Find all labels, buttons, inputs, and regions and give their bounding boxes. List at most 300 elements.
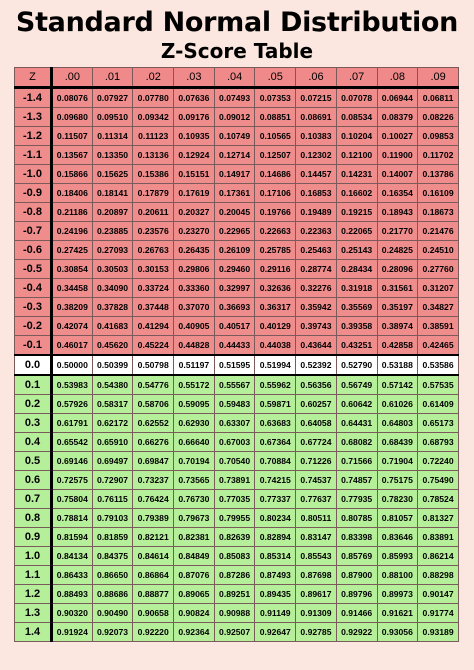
table-row [15,604,459,623]
probability-cell: 0.12100 [336,146,377,165]
probability-cell: 0.18943 [377,203,418,222]
probability-cell: 0.28096 [377,260,418,279]
probability-cell: 0.88298 [418,566,459,585]
probability-cell: 0.69146 [52,452,93,471]
probability-cell: 0.92507 [214,623,255,642]
probability-cell: 0.18141 [92,184,133,203]
probability-cell: 0.09680 [52,108,93,127]
probability-cell: 0.88493 [52,585,93,604]
probability-cell: 0.92073 [92,623,133,642]
probability-cell: 0.76730 [174,490,215,509]
probability-cell: 0.14007 [377,165,418,184]
probability-cell: 0.17106 [255,184,296,203]
z-value-cell: -0.9 [15,184,52,203]
probability-cell: 0.79389 [133,509,174,528]
z-value-cell: 0.4 [15,433,52,452]
probability-cell: 0.41683 [92,317,133,336]
probability-cell: 0.15151 [174,165,215,184]
probability-cell: 0.44433 [214,336,255,356]
probability-cell: 0.53586 [418,355,459,375]
probability-cell: 0.10935 [174,127,215,146]
probability-cell: 0.93056 [377,623,418,642]
probability-cell: 0.22663 [255,222,296,241]
probability-cell: 0.64803 [377,414,418,433]
probability-cell: 0.44038 [255,336,296,356]
z-value-cell: 0.2 [15,395,52,414]
probability-cell: 0.91924 [52,623,93,642]
column-header: .04 [214,68,255,88]
z-score-table [14,67,459,642]
probability-cell: 0.77337 [255,490,296,509]
probability-cell: 0.89796 [336,585,377,604]
column-header: .08 [377,68,418,88]
probability-cell: 0.08851 [255,108,296,127]
probability-cell: 0.58317 [92,395,133,414]
z-value-cell: -1.2 [15,127,52,146]
probability-cell: 0.64431 [336,414,377,433]
probability-cell: 0.65173 [418,414,459,433]
probability-cell: 0.61409 [418,395,459,414]
table-row [15,585,459,604]
probability-cell: 0.86433 [52,566,93,585]
column-header: .03 [174,68,215,88]
probability-cell: 0.77035 [214,490,255,509]
probability-cell: 0.12302 [296,146,337,165]
probability-cell: 0.40129 [255,317,296,336]
table-row [15,336,459,356]
probability-cell: 0.26763 [133,241,174,260]
probability-cell: 0.61026 [377,395,418,414]
probability-cell: 0.51595 [214,355,255,375]
probability-cell: 0.67364 [255,433,296,452]
probability-cell: 0.20897 [92,203,133,222]
probability-cell: 0.10204 [336,127,377,146]
probability-cell: 0.85083 [214,547,255,566]
probability-cell: 0.11900 [377,146,418,165]
probability-cell: 0.70884 [255,452,296,471]
probability-cell: 0.92922 [336,623,377,642]
z-value-cell: 1.3 [15,604,52,623]
z-value-cell: -1.4 [15,88,52,108]
probability-cell: 0.10027 [377,127,418,146]
table-row [15,471,459,490]
probability-cell: 0.54776 [133,375,174,395]
probability-cell: 0.51197 [174,355,215,375]
probability-cell: 0.63307 [214,414,255,433]
z-value-cell: -0.8 [15,203,52,222]
probability-cell: 0.81594 [52,528,93,547]
table-row [15,279,459,298]
probability-cell: 0.63683 [255,414,296,433]
probability-cell: 0.24510 [418,241,459,260]
table-row [15,547,459,566]
probability-cell: 0.62172 [92,414,133,433]
probability-cell: 0.21476 [418,222,459,241]
probability-cell: 0.07636 [174,88,215,108]
probability-cell: 0.86214 [418,547,459,566]
probability-cell: 0.55962 [255,375,296,395]
probability-cell: 0.91309 [296,604,337,623]
probability-cell: 0.82381 [174,528,215,547]
probability-cell: 0.85314 [255,547,296,566]
probability-cell: 0.25785 [255,241,296,260]
probability-cell: 0.31918 [336,279,377,298]
probability-cell: 0.83891 [418,528,459,547]
table-row [15,146,459,165]
probability-cell: 0.30153 [133,260,174,279]
probability-cell: 0.18673 [418,203,459,222]
probability-cell: 0.51994 [255,355,296,375]
probability-cell: 0.16602 [336,184,377,203]
table-body [15,88,459,642]
probability-cell: 0.15625 [92,165,133,184]
probability-cell: 0.31561 [377,279,418,298]
probability-cell: 0.90490 [92,604,133,623]
probability-cell: 0.91774 [418,604,459,623]
probability-cell: 0.71226 [296,452,337,471]
probability-cell: 0.89435 [255,585,296,604]
probability-cell: 0.20045 [214,203,255,222]
probability-cell: 0.80511 [296,509,337,528]
probability-cell: 0.29806 [174,260,215,279]
z-value-cell: -0.7 [15,222,52,241]
probability-cell: 0.19766 [255,203,296,222]
probability-cell: 0.67724 [296,433,337,452]
probability-cell: 0.07780 [133,88,174,108]
probability-cell: 0.45620 [92,336,133,356]
probability-cell: 0.79955 [214,509,255,528]
probability-cell: 0.23576 [133,222,174,241]
probability-cell: 0.50000 [52,355,93,375]
probability-cell: 0.07078 [336,88,377,108]
probability-cell: 0.22965 [214,222,255,241]
page-title: Standard Normal Distribution [15,7,459,38]
probability-cell: 0.73891 [214,471,255,490]
probability-cell: 0.31207 [418,279,459,298]
probability-cell: 0.10383 [296,127,337,146]
probability-cell: 0.38209 [52,298,93,317]
probability-cell: 0.72240 [418,452,459,471]
probability-cell: 0.78230 [377,490,418,509]
probability-cell: 0.60642 [336,395,377,414]
probability-cell: 0.59483 [214,395,255,414]
probability-cell: 0.86864 [133,566,174,585]
probability-cell: 0.75490 [418,471,459,490]
probability-cell: 0.90988 [214,604,255,623]
probability-cell: 0.08534 [336,108,377,127]
probability-cell: 0.84375 [92,547,133,566]
z-value-cell: 1.4 [15,623,52,642]
probability-cell: 0.78524 [418,490,459,509]
probability-cell: 0.71904 [377,452,418,471]
probability-cell: 0.27760 [418,260,459,279]
probability-cell: 0.29460 [214,260,255,279]
probability-cell: 0.33360 [174,279,215,298]
probability-cell: 0.50399 [92,355,133,375]
probability-cell: 0.57142 [377,375,418,395]
probability-cell: 0.90320 [52,604,93,623]
table-row [15,241,459,260]
probability-cell: 0.06944 [377,88,418,108]
probability-cell: 0.92220 [133,623,174,642]
probability-cell: 0.42074 [52,317,93,336]
probability-cell: 0.60257 [296,395,337,414]
table-row [15,414,459,433]
probability-cell: 0.27425 [52,241,93,260]
probability-cell: 0.57926 [52,395,93,414]
probability-cell: 0.89251 [214,585,255,604]
probability-cell: 0.62930 [174,414,215,433]
probability-cell: 0.13350 [92,146,133,165]
table-row [15,566,459,585]
probability-cell: 0.71566 [336,452,377,471]
probability-cell: 0.58706 [133,395,174,414]
probability-cell: 0.62552 [133,414,174,433]
probability-cell: 0.35942 [296,298,337,317]
probability-cell: 0.83398 [336,528,377,547]
probability-cell: 0.88686 [92,585,133,604]
probability-cell: 0.24825 [377,241,418,260]
probability-cell: 0.68793 [418,433,459,452]
probability-cell: 0.18406 [52,184,93,203]
probability-cell: 0.16354 [377,184,418,203]
table-row [15,88,459,108]
probability-cell: 0.56356 [296,375,337,395]
probability-cell: 0.25143 [336,241,377,260]
table-row [15,452,459,471]
z-value-cell: 0.5 [15,452,52,471]
probability-cell: 0.08076 [52,88,93,108]
probability-cell: 0.70194 [174,452,215,471]
probability-cell: 0.17619 [174,184,215,203]
probability-cell: 0.69497 [92,452,133,471]
probability-cell: 0.09853 [418,127,459,146]
table-header-row [15,68,459,88]
column-header: .01 [92,68,133,88]
probability-cell: 0.55567 [214,375,255,395]
z-value-cell: -0.3 [15,298,52,317]
probability-cell: 0.69847 [133,452,174,471]
probability-cell: 0.15386 [133,165,174,184]
probability-cell: 0.11702 [418,146,459,165]
probability-cell: 0.82121 [133,528,174,547]
probability-cell: 0.55172 [174,375,215,395]
probability-cell: 0.13567 [52,146,93,165]
probability-cell: 0.07353 [255,88,296,108]
z-value-cell: 1.2 [15,585,52,604]
probability-cell: 0.35569 [336,298,377,317]
probability-cell: 0.14917 [214,165,255,184]
probability-cell: 0.92647 [255,623,296,642]
probability-cell: 0.09510 [92,108,133,127]
probability-cell: 0.81057 [377,509,418,528]
probability-cell: 0.72907 [92,471,133,490]
probability-cell: 0.08379 [377,108,418,127]
column-header: .09 [418,68,459,88]
probability-cell: 0.08691 [296,108,337,127]
probability-cell: 0.76424 [133,490,174,509]
probability-cell: 0.70540 [214,452,255,471]
probability-cell: 0.36693 [214,298,255,317]
probability-cell: 0.25463 [296,241,337,260]
probability-cell: 0.20327 [174,203,215,222]
probability-cell: 0.38591 [418,317,459,336]
probability-cell: 0.11507 [52,127,93,146]
probability-cell: 0.16109 [418,184,459,203]
probability-cell: 0.19215 [336,203,377,222]
probability-cell: 0.10749 [214,127,255,146]
probability-cell: 0.34827 [418,298,459,317]
probability-cell: 0.75175 [377,471,418,490]
table-row [15,395,459,414]
column-header: .07 [336,68,377,88]
column-header: .05 [255,68,296,88]
probability-cell: 0.45224 [133,336,174,356]
column-header: .02 [133,68,174,88]
probability-cell: 0.74857 [336,471,377,490]
probability-cell: 0.84849 [174,547,215,566]
probability-cell: 0.82639 [214,528,255,547]
table-row [15,203,459,222]
z-value-cell: 0.1 [15,375,52,395]
probability-cell: 0.23885 [92,222,133,241]
z-value-cell: -0.4 [15,279,52,298]
probability-cell: 0.91149 [255,604,296,623]
probability-cell: 0.81327 [418,509,459,528]
probability-cell: 0.14686 [255,165,296,184]
probability-cell: 0.52392 [296,355,337,375]
probability-cell: 0.22363 [296,222,337,241]
probability-cell: 0.06811 [418,88,459,108]
probability-cell: 0.10565 [255,127,296,146]
probability-cell: 0.39743 [296,317,337,336]
table-row [15,184,459,203]
table-row [15,433,459,452]
column-header: .06 [296,68,337,88]
table-row [15,260,459,279]
probability-cell: 0.88877 [133,585,174,604]
z-value-cell: 0.6 [15,471,52,490]
probability-cell: 0.34458 [52,279,93,298]
probability-cell: 0.17361 [214,184,255,203]
probability-cell: 0.66276 [133,433,174,452]
table-row [15,127,459,146]
probability-cell: 0.90658 [133,604,174,623]
probability-cell: 0.85543 [296,547,337,566]
table-row [15,108,459,127]
probability-cell: 0.32636 [255,279,296,298]
probability-cell: 0.85769 [336,547,377,566]
probability-cell: 0.83646 [377,528,418,547]
z-value-cell: -1.3 [15,108,52,127]
probability-cell: 0.38974 [377,317,418,336]
probability-cell: 0.20611 [133,203,174,222]
probability-cell: 0.87900 [336,566,377,585]
z-value-cell: 0.7 [15,490,52,509]
probability-cell: 0.16853 [296,184,337,203]
probability-cell: 0.43644 [296,336,337,356]
probability-cell: 0.36317 [255,298,296,317]
probability-cell: 0.28774 [296,260,337,279]
table-row [15,509,459,528]
z-value-cell: 1.1 [15,566,52,585]
column-header: .00 [52,68,93,88]
probability-cell: 0.79103 [92,509,133,528]
probability-cell: 0.34090 [92,279,133,298]
probability-cell: 0.61791 [52,414,93,433]
probability-cell: 0.86650 [92,566,133,585]
probability-cell: 0.30854 [52,260,93,279]
probability-cell: 0.64058 [296,414,337,433]
probability-cell: 0.59095 [174,395,215,414]
probability-cell: 0.26109 [214,241,255,260]
probability-cell: 0.65542 [52,433,93,452]
probability-cell: 0.78814 [52,509,93,528]
probability-cell: 0.23270 [174,222,215,241]
probability-cell: 0.09342 [133,108,174,127]
probability-cell: 0.79673 [174,509,215,528]
probability-cell: 0.44828 [174,336,215,356]
z-value-cell: -0.1 [15,336,52,356]
probability-cell: 0.07215 [296,88,337,108]
probability-cell: 0.77935 [336,490,377,509]
probability-cell: 0.41294 [133,317,174,336]
probability-cell: 0.80234 [255,509,296,528]
table-row [15,623,459,642]
probability-cell: 0.09012 [214,108,255,127]
probability-cell: 0.53983 [52,375,93,395]
probability-cell: 0.72575 [52,471,93,490]
probability-cell: 0.92364 [174,623,215,642]
probability-cell: 0.22065 [336,222,377,241]
probability-cell: 0.77637 [296,490,337,509]
probability-cell: 0.43251 [336,336,377,356]
probability-cell: 0.91621 [377,604,418,623]
probability-cell: 0.52790 [336,355,377,375]
probability-cell: 0.09176 [174,108,215,127]
probability-cell: 0.24196 [52,222,93,241]
probability-cell: 0.74215 [255,471,296,490]
page-subtitle: Z-Score Table [160,39,314,63]
probability-cell: 0.53188 [377,355,418,375]
probability-cell: 0.40905 [174,317,215,336]
probability-cell: 0.84614 [133,547,174,566]
z-value-cell: 0.8 [15,509,52,528]
probability-cell: 0.68082 [336,433,377,452]
table-row [15,298,459,317]
z-value-cell: 1.0 [15,547,52,566]
probability-cell: 0.29116 [255,260,296,279]
probability-cell: 0.87286 [214,566,255,585]
probability-cell: 0.74537 [296,471,337,490]
probability-cell: 0.65910 [92,433,133,452]
probability-cell: 0.90824 [174,604,215,623]
z-value-cell: -0.5 [15,260,52,279]
probability-cell: 0.89973 [377,585,418,604]
probability-cell: 0.59871 [255,395,296,414]
probability-cell: 0.21770 [377,222,418,241]
probability-cell: 0.73565 [174,471,215,490]
probability-cell: 0.19489 [296,203,337,222]
probability-cell: 0.93189 [418,623,459,642]
probability-cell: 0.13786 [418,165,459,184]
probability-cell: 0.80785 [336,509,377,528]
probability-cell: 0.12924 [174,146,215,165]
probability-cell: 0.30503 [92,260,133,279]
z-value-cell: -1.1 [15,146,52,165]
probability-cell: 0.13136 [133,146,174,165]
probability-cell: 0.50798 [133,355,174,375]
